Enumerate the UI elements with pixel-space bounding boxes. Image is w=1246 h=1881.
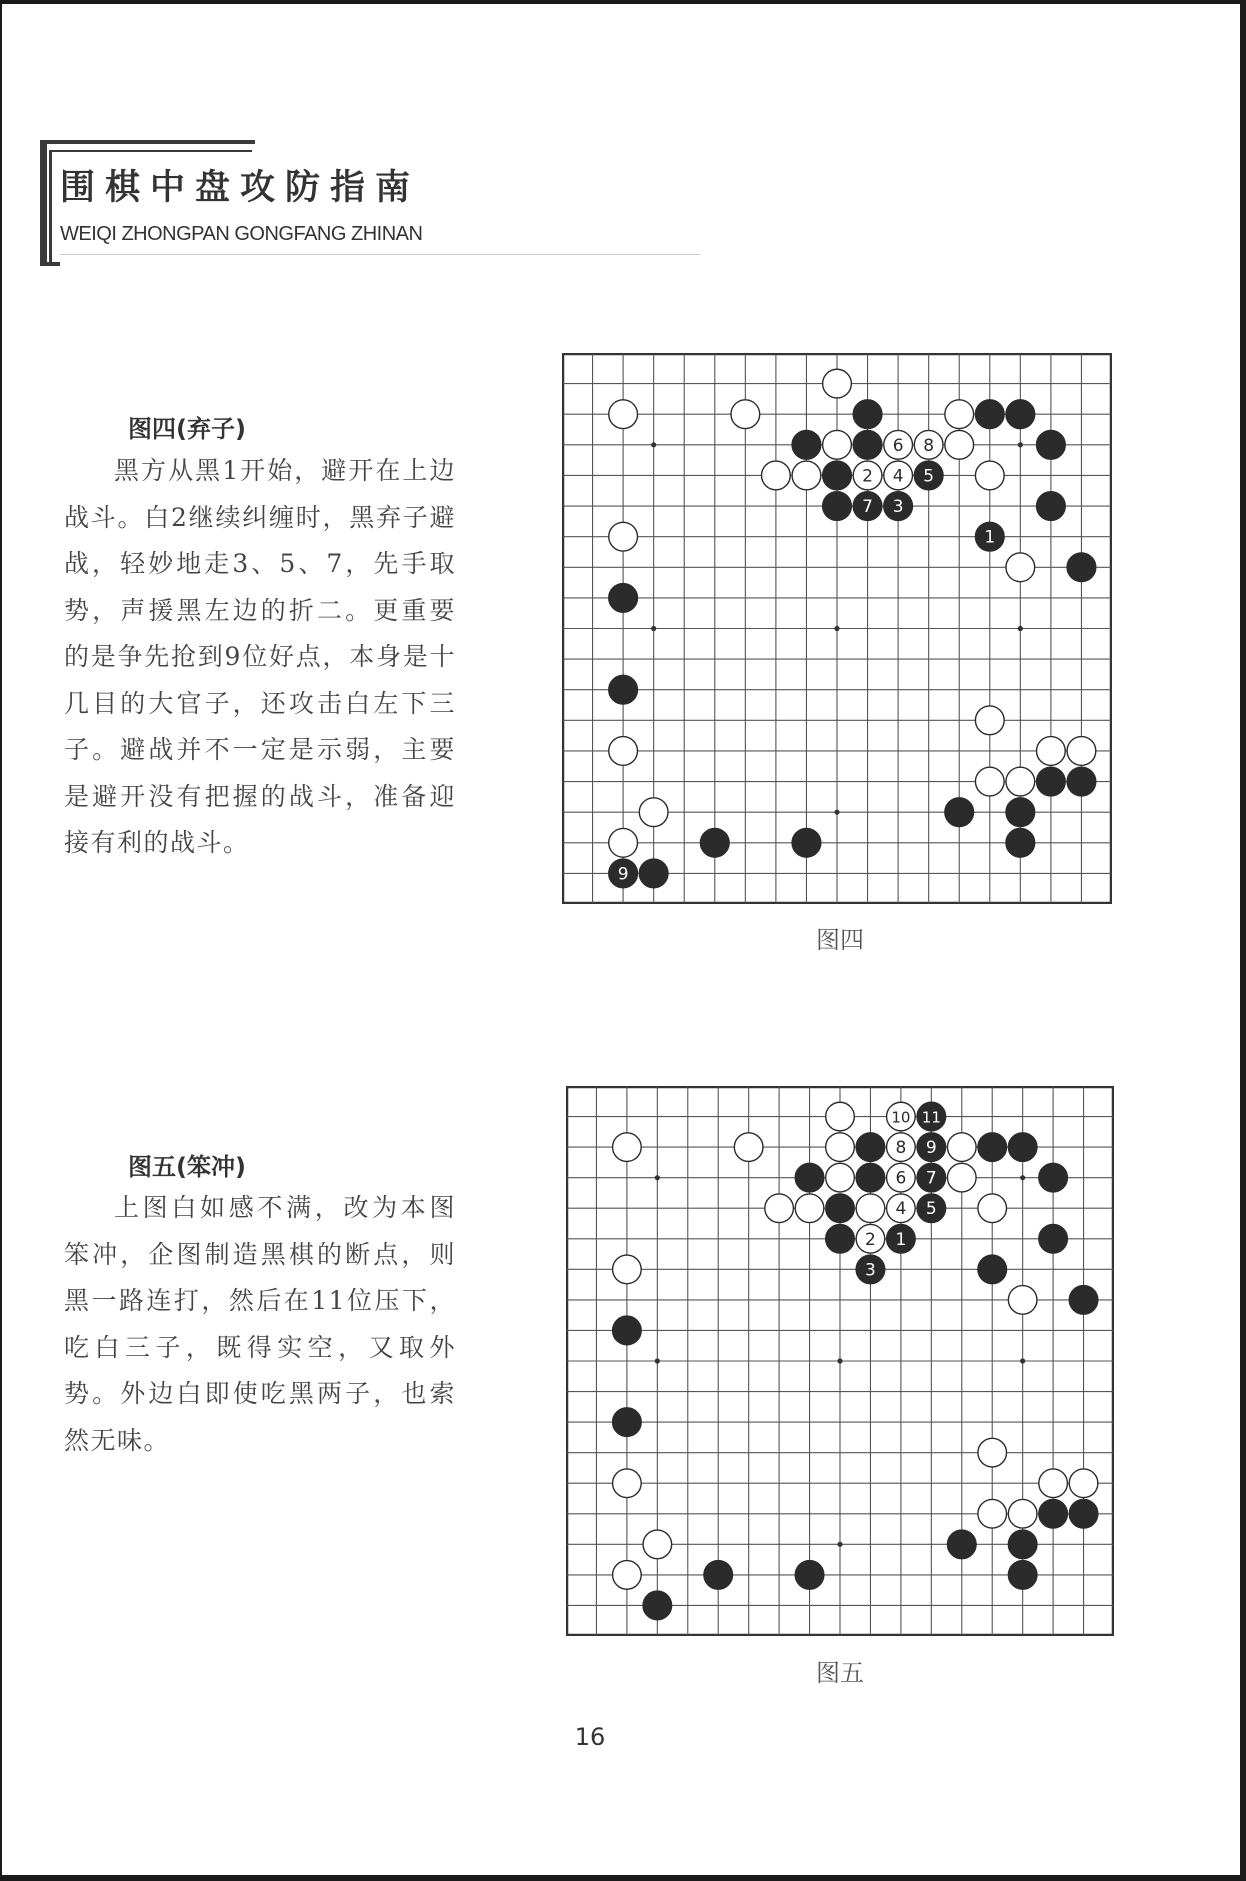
- move-number: 7: [925, 1168, 937, 1189]
- white-stone-disc: [975, 767, 1004, 796]
- white-stone-disc: [856, 1194, 885, 1223]
- move-number: 10: [891, 1108, 911, 1127]
- black-stone-disc: [826, 1224, 855, 1253]
- black-stone: [609, 675, 638, 704]
- black-stone: [978, 1133, 1007, 1162]
- black-stone-disc: [1037, 430, 1066, 459]
- black-stone-disc: [978, 1133, 1007, 1162]
- black-stone: [917, 1102, 946, 1131]
- black-stone-disc: [609, 675, 638, 704]
- move-number: 3: [892, 497, 904, 518]
- star-point: [837, 1542, 842, 1547]
- section5-heading: 图五(笨冲): [128, 1153, 246, 1181]
- white-stone-disc: [1006, 767, 1035, 796]
- black-stone-disc: [978, 1255, 1007, 1284]
- black-stone-disc: [823, 492, 852, 521]
- white-stone: [887, 1133, 916, 1162]
- move-number: 5: [925, 1199, 937, 1220]
- black-stone: [975, 522, 1004, 551]
- black-stone: [1037, 492, 1066, 521]
- white-stone-disc: [1069, 1469, 1098, 1498]
- black-stone: [917, 1133, 946, 1162]
- black-stone-disc: [1008, 1561, 1037, 1590]
- move-number: 1: [895, 1229, 907, 1250]
- white-stone-disc: [978, 1438, 1007, 1467]
- black-stone-disc: [1067, 553, 1096, 582]
- black-stone: [609, 584, 638, 613]
- white-stone-disc: [762, 461, 791, 490]
- header-bracket-foot: [40, 262, 60, 266]
- black-stone-disc: [1008, 1133, 1037, 1162]
- black-stone: [856, 1133, 885, 1162]
- black-stone-disc: [639, 859, 668, 888]
- page-number: 16: [574, 1723, 606, 1751]
- black-stone-disc: [853, 400, 882, 429]
- white-stone: [826, 1163, 855, 1192]
- white-stone: [609, 828, 638, 857]
- move-number: 9: [617, 864, 629, 885]
- white-stone: [884, 430, 913, 459]
- white-stone-disc: [609, 400, 638, 429]
- black-stone-disc: [945, 798, 974, 827]
- black-stone: [795, 1163, 824, 1192]
- black-stone: [853, 400, 882, 429]
- white-stone: [762, 461, 791, 490]
- black-stone: [704, 1561, 733, 1590]
- black-stone: [1006, 400, 1035, 429]
- white-stone-disc: [1067, 737, 1096, 766]
- white-stone: [884, 461, 913, 490]
- white-stone-disc: [613, 1133, 642, 1162]
- black-stone-disc: [643, 1591, 672, 1620]
- white-stone-disc: [826, 1133, 855, 1162]
- star-point: [1020, 1358, 1025, 1363]
- white-stone: [1067, 737, 1096, 766]
- diagram4-caption: 图四: [816, 926, 864, 954]
- black-stone: [856, 1163, 885, 1192]
- move-number: 11: [921, 1108, 941, 1127]
- white-stone: [978, 1438, 1007, 1467]
- white-stone-disc: [1006, 553, 1035, 582]
- black-stone: [853, 492, 882, 521]
- go-board-diagram-5: [566, 1086, 1114, 1636]
- move-number: 4: [895, 1199, 907, 1220]
- white-stone: [826, 1102, 855, 1131]
- white-stone-disc: [1037, 737, 1066, 766]
- white-stone-disc: [947, 1133, 976, 1162]
- black-stone: [1067, 553, 1096, 582]
- black-stone: [826, 1194, 855, 1223]
- white-stone: [613, 1561, 642, 1590]
- black-stone-disc: [613, 1316, 642, 1345]
- move-number: 2: [865, 1229, 876, 1250]
- black-stone: [917, 1194, 946, 1223]
- move-number: 2: [862, 466, 873, 487]
- black-stone-disc: [856, 1163, 885, 1192]
- black-stone: [853, 430, 882, 459]
- white-stone-disc: [731, 400, 760, 429]
- white-stone: [975, 706, 1004, 735]
- black-stone: [917, 1163, 946, 1192]
- black-stone: [1006, 798, 1035, 827]
- black-stone-disc: [1067, 767, 1096, 796]
- white-stone-disc: [609, 737, 638, 766]
- white-stone: [613, 1133, 642, 1162]
- white-stone: [947, 1163, 976, 1192]
- white-stone: [945, 430, 974, 459]
- white-stone: [609, 522, 638, 551]
- black-stone: [856, 1255, 885, 1284]
- black-stone-disc: [700, 828, 729, 857]
- white-stone: [1037, 737, 1066, 766]
- white-stone-disc: [1008, 1499, 1037, 1528]
- white-stone-disc: [945, 430, 974, 459]
- white-stone: [945, 400, 974, 429]
- move-number: 7: [862, 497, 873, 518]
- white-stone: [887, 1163, 916, 1192]
- white-stone: [826, 1133, 855, 1162]
- white-stone: [731, 400, 760, 429]
- white-stone-disc: [613, 1561, 642, 1590]
- white-stone: [975, 461, 1004, 490]
- black-stone: [792, 828, 821, 857]
- white-stone: [1069, 1469, 1098, 1498]
- move-number: 6: [892, 435, 904, 456]
- white-stone: [1008, 1499, 1037, 1528]
- black-stone: [1037, 430, 1066, 459]
- white-stone: [887, 1102, 916, 1131]
- star-point: [834, 626, 839, 631]
- black-stone: [1008, 1530, 1037, 1559]
- black-stone-disc: [1039, 1224, 1068, 1253]
- black-stone-disc: [826, 1194, 855, 1223]
- white-stone-disc: [826, 1102, 855, 1131]
- black-stone: [978, 1255, 1007, 1284]
- white-stone-disc: [643, 1530, 672, 1559]
- white-stone-disc: [1039, 1469, 1068, 1498]
- white-stone-disc: [639, 798, 668, 827]
- white-stone: [856, 1194, 885, 1223]
- white-stone-disc: [613, 1469, 642, 1498]
- star-point: [837, 1358, 842, 1363]
- frame-top-border: [0, 0, 1246, 4]
- white-stone: [947, 1133, 976, 1162]
- black-stone-disc: [795, 1561, 824, 1590]
- white-stone: [914, 430, 943, 459]
- white-stone-disc: [978, 1194, 1007, 1223]
- white-stone: [765, 1194, 794, 1223]
- header-underline: [60, 254, 700, 255]
- white-stone: [1006, 767, 1035, 796]
- black-stone-disc: [1006, 400, 1035, 429]
- header-title-chinese: 围棋中盘攻防指南: [60, 168, 421, 208]
- white-stone-disc: [792, 461, 821, 490]
- white-stone-disc: [823, 369, 852, 398]
- white-stone: [853, 461, 882, 490]
- black-stone: [1067, 767, 1096, 796]
- white-stone-disc: [1008, 1286, 1037, 1315]
- black-stone-disc: [1006, 828, 1035, 857]
- black-stone: [1008, 1133, 1037, 1162]
- black-stone-disc: [947, 1530, 976, 1559]
- white-stone: [856, 1224, 885, 1253]
- header-bracket-inner-bar: [49, 150, 52, 262]
- white-stone: [609, 400, 638, 429]
- white-stone: [978, 1499, 1007, 1528]
- black-stone: [823, 492, 852, 521]
- move-number: 6: [895, 1168, 907, 1189]
- move-number: 5: [923, 466, 935, 487]
- black-stone: [700, 828, 729, 857]
- white-stone: [795, 1194, 824, 1223]
- white-stone: [978, 1194, 1007, 1223]
- black-stone: [1039, 1224, 1068, 1253]
- white-stone-disc: [734, 1133, 763, 1162]
- star-point: [655, 1358, 660, 1363]
- white-stone: [1008, 1286, 1037, 1315]
- star-point: [1018, 442, 1023, 447]
- black-stone-disc: [1037, 492, 1066, 521]
- black-stone: [945, 798, 974, 827]
- white-stone: [823, 369, 852, 398]
- black-stone: [823, 461, 852, 490]
- black-stone: [1069, 1286, 1098, 1315]
- black-stone: [884, 492, 913, 521]
- black-stone: [639, 859, 668, 888]
- white-stone-disc: [975, 706, 1004, 735]
- section5-body: 上图白如感不满，改为本图笨冲，企图制造黑棋的断点，则黑一路连打，然后在11位压下，吃白三子，既得实空，又取外势。外边白即使吃黑两子，也索然无味。: [64, 1193, 456, 1455]
- black-stone: [1039, 1499, 1068, 1528]
- move-number: 3: [865, 1260, 876, 1281]
- black-stone: [643, 1591, 672, 1620]
- black-stone-disc: [856, 1133, 885, 1162]
- black-stone-disc: [613, 1408, 642, 1437]
- black-stone: [1037, 767, 1066, 796]
- black-stone-disc: [792, 430, 821, 459]
- header-bracket-inner-line: [52, 150, 252, 152]
- black-stone-disc: [853, 430, 882, 459]
- black-stone-disc: [823, 461, 852, 490]
- white-stone-disc: [975, 461, 1004, 490]
- section4-body: 黑方从黑1开始，避开在上边战斗。白2继续纠缠时，黑弃子避战，轻妙地走3、5、7，先手取势，声援黑左边的折二。更重要的是争先抢到9位好点，本身是十几目的大官子，还攻击白左下三子。避战并不一定是示弱，主要是避开没有把握的战斗，准备迎接有利的战斗。: [64, 456, 456, 857]
- diagram5-caption: 图五: [816, 1659, 864, 1687]
- black-stone: [1008, 1561, 1037, 1590]
- white-stone: [887, 1194, 916, 1223]
- white-stone: [975, 767, 1004, 796]
- move-number: 9: [925, 1138, 937, 1159]
- star-point: [651, 626, 656, 631]
- black-stone: [613, 1408, 642, 1437]
- black-stone-disc: [1037, 767, 1066, 796]
- black-stone: [1039, 1163, 1068, 1192]
- go-board-diagram-4: [562, 353, 1112, 904]
- black-stone: [826, 1224, 855, 1253]
- black-stone-disc: [704, 1561, 733, 1590]
- section4-heading: 图四(弃子): [128, 415, 246, 443]
- black-stone-disc: [1006, 798, 1035, 827]
- star-point: [651, 442, 656, 447]
- black-stone-disc: [792, 828, 821, 857]
- white-stone: [792, 461, 821, 490]
- white-stone-disc: [765, 1194, 794, 1223]
- move-number: 4: [892, 466, 904, 487]
- header-bracket-bar: [40, 140, 47, 266]
- black-stone-disc: [1008, 1530, 1037, 1559]
- black-stone: [609, 859, 638, 888]
- move-number: 8: [923, 435, 935, 456]
- star-point: [1018, 626, 1023, 631]
- black-stone: [1069, 1499, 1098, 1528]
- black-stone: [1006, 828, 1035, 857]
- white-stone-disc: [609, 828, 638, 857]
- white-stone: [734, 1133, 763, 1162]
- white-stone: [639, 798, 668, 827]
- white-stone-disc: [823, 430, 852, 459]
- white-stone-disc: [947, 1163, 976, 1192]
- white-stone-disc: [945, 400, 974, 429]
- black-stone-disc: [609, 584, 638, 613]
- black-stone: [795, 1561, 824, 1590]
- white-stone: [643, 1530, 672, 1559]
- header-title-pinyin: WEIQI ZHONGPAN GONGFANG ZHINAN: [60, 223, 423, 245]
- black-stone: [792, 430, 821, 459]
- white-stone-disc: [609, 522, 638, 551]
- black-stone-disc: [975, 400, 1004, 429]
- black-stone: [613, 1316, 642, 1345]
- white-stone-disc: [613, 1255, 642, 1284]
- white-stone: [823, 430, 852, 459]
- black-stone: [914, 461, 943, 490]
- white-stone: [613, 1255, 642, 1284]
- white-stone: [1039, 1469, 1068, 1498]
- white-stone: [1006, 553, 1035, 582]
- white-stone: [613, 1469, 642, 1498]
- black-stone-disc: [1069, 1286, 1098, 1315]
- black-stone: [887, 1224, 916, 1253]
- star-point: [834, 810, 839, 815]
- black-stone: [975, 400, 1004, 429]
- white-stone-disc: [826, 1163, 855, 1192]
- white-stone: [609, 737, 638, 766]
- star-point: [1020, 1175, 1025, 1180]
- header-bracket-top-line: [40, 140, 255, 144]
- black-stone: [947, 1530, 976, 1559]
- white-stone-disc: [795, 1194, 824, 1223]
- black-stone-disc: [1039, 1163, 1068, 1192]
- move-number: 8: [895, 1138, 907, 1159]
- black-stone-disc: [1039, 1499, 1068, 1528]
- white-stone-disc: [978, 1499, 1007, 1528]
- frame-left-border: [0, 0, 2, 1881]
- star-point: [655, 1175, 660, 1180]
- move-number: 1: [984, 527, 996, 548]
- black-stone-disc: [795, 1163, 824, 1192]
- black-stone-disc: [1069, 1499, 1098, 1528]
